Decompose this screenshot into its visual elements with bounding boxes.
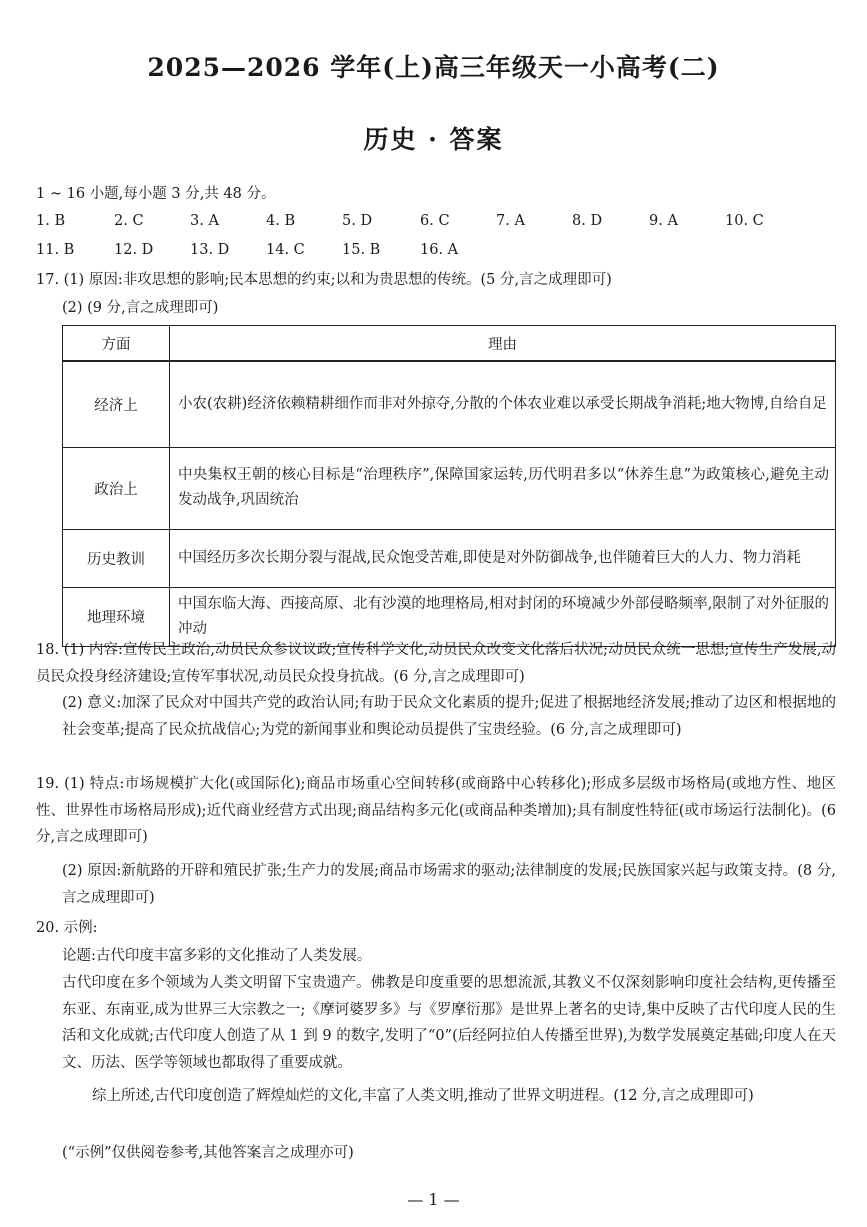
q20-thesis: 论题:古代印度丰富多彩的文化推动了人类发展。 bbox=[62, 948, 372, 964]
table-cell-aspect: 历史教训 bbox=[63, 529, 170, 587]
table-header-row bbox=[63, 326, 836, 362]
mc-intro: 1 ~ 16 小题,每小题 3 分,共 48 分。 bbox=[36, 186, 276, 202]
q17-reason-table bbox=[62, 325, 836, 647]
table-cell-aspect: 政治上 bbox=[63, 447, 170, 529]
table-row bbox=[63, 361, 836, 447]
q19-part2: (2) 原因:新航路的开辟和殖民扩张;生产力的发展;商品市场需求的驱动;法律制度的发展;民族国家兴起与政策支持。(8 分,言之成理即可) bbox=[62, 863, 836, 906]
page-number: — 1 — bbox=[407, 1190, 460, 1209]
document-title: 2025—2026 学年(上)高三年级天一小高考(二) bbox=[147, 53, 720, 82]
q20-body: 古代印度在多个领域为人类文明留下宝贵遗产。佛教是印度重要的思想流派,其教义不仅深刻影响印度社会结构,更传播至东亚、东南亚,成为世界三大宗教之一;《摩诃婆罗多》与《罗摩衍那》是世界上著名的史诗,集中反映了古代印度人民的生活和文化成就;古代印度人创造了从 1 到 9 的数字,发明了“0”(后经阿拉伯人传播至世界),为数学发展奠定基础;印度人在天文、历法、医学等领域也都取得了重要成就。 bbox=[62, 975, 836, 1071]
mc-answer: 5. D bbox=[342, 213, 373, 229]
table-row bbox=[63, 447, 836, 529]
mc-answer: 7. A bbox=[496, 213, 525, 229]
table-cell-reason: 中国经历多次长期分裂与混战,民众饱受苦难,即使是对外防御战争,也伴随着巨大的人力、物力消耗 bbox=[170, 529, 836, 587]
q18-part2: (2) 意义:加深了民众对中国共产党的政治认同;有助于民众文化素质的提升;促进了根据地经济发展;推动了边区和根据地的社会变革;提高了民众抗战信心;为党的新闻事业和舆论动员提供了宝贵经验。(6 分,言之成理即可) bbox=[62, 695, 836, 738]
q20-note: (“示例”仅供阅卷参考,其他答案言之成理亦可) bbox=[62, 1145, 354, 1161]
q19-part1: 19. (1) 特点:市场规模扩大化(或国际化);商品市场重心空间转移(或商路中心转移化);形成多层级市场格局(或地方性、地区性、世界性市场格局形成);近代商业经营方式出现;商品结构多元化(或商品种类增加);具有制度性特征(或市场运行法制化)。(6 分,言之成理即可) bbox=[36, 776, 836, 845]
q17-part2-label: (2) (9 分,言之成理即可) bbox=[62, 300, 219, 316]
table-row bbox=[63, 529, 836, 587]
mc-answer: 12. D bbox=[114, 242, 154, 258]
table-header-reason: 理由 bbox=[170, 326, 836, 362]
mc-answer: 6. C bbox=[420, 213, 450, 229]
table-cell-aspect: 经济上 bbox=[63, 361, 170, 447]
mc-answer: 10. C bbox=[725, 213, 764, 229]
table-cell-reason: 小农(农耕)经济依赖精耕细作而非对外掠夺,分散的个体农业难以承受长期战争消耗;地大物博,自给自足 bbox=[170, 361, 836, 447]
q20-conclusion: 综上所述,古代印度创造了辉煌灿烂的文化,丰富了人类文明,推动了世界文明进程。(12 分,言之成理即可) bbox=[92, 1088, 754, 1104]
mc-answer: 4. B bbox=[266, 213, 296, 229]
mc-answer: 2. C bbox=[114, 213, 144, 229]
mc-answer: 1. B bbox=[36, 213, 66, 229]
mc-answer: 8. D bbox=[572, 213, 603, 229]
mc-answer: 16. A bbox=[420, 242, 459, 258]
q18-part1: 18. (1) 内容:宣传民主政治,动员民众参议议政;宣传科学文化,动员民众改变文化落后状况;动员民众统一思想;宣传生产发展,动员民众投身经济建设;宣传军事状况,动员民众投身抗战。(6 分,言之成理即可) bbox=[36, 642, 836, 685]
table-header-aspect: 方面 bbox=[63, 326, 170, 362]
mc-answer: 9. A bbox=[649, 213, 678, 229]
mc-answer: 15. B bbox=[342, 242, 381, 258]
document-subtitle: 历史 · 答案 bbox=[363, 125, 504, 154]
mc-answer: 3. A bbox=[190, 213, 219, 229]
table-cell-reason: 中国东临大海、西接高原、北有沙漠的地理格局,相对封闭的环境减少外部侵略频率,限制了对外征服的冲动 bbox=[170, 587, 836, 646]
q17-part1: 17. (1) 原因:非攻思想的影响;民本思想的约束;以和为贵思想的传统。(5 分,言之成理即可) bbox=[36, 272, 612, 288]
mc-answer: 13. D bbox=[190, 242, 230, 258]
q20-label: 20. 示例: bbox=[36, 920, 98, 936]
mc-answer: 14. C bbox=[266, 242, 305, 258]
mc-answer: 11. B bbox=[36, 242, 75, 258]
table-cell-aspect: 地理环境 bbox=[63, 587, 170, 646]
table-cell-reason: 中央集权王朝的核心目标是“治理秩序”,保障国家运转,历代明君多以“休养生息”为政策核心,避免主动发动战争,巩固统治 bbox=[170, 447, 836, 529]
